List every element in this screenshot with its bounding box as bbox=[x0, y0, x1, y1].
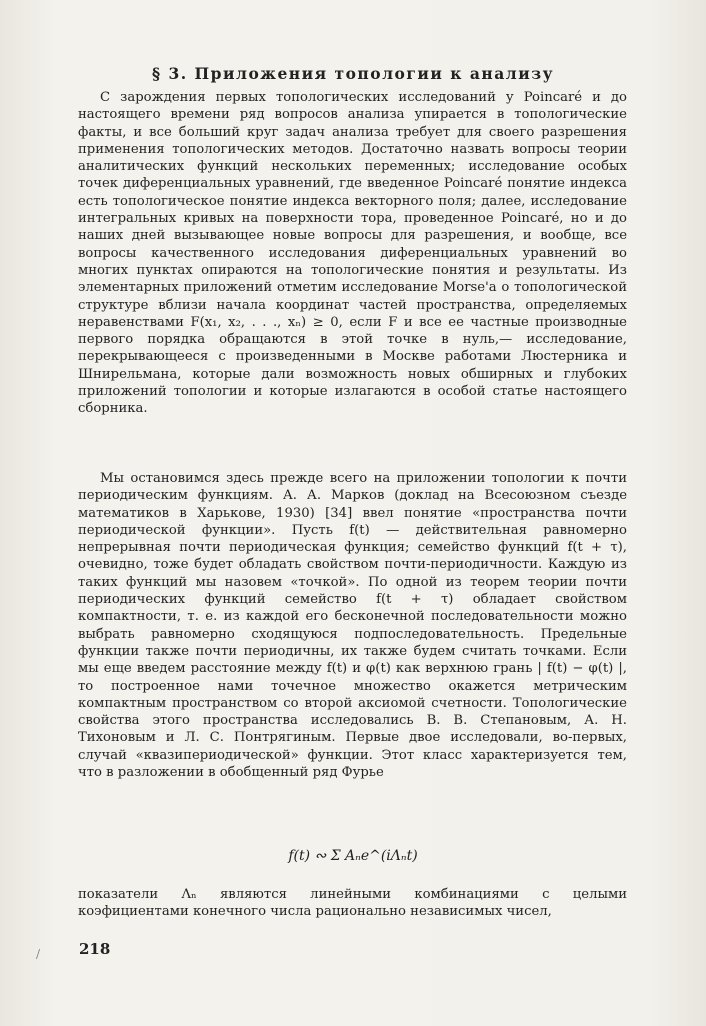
paragraph-2-text: Мы остановимся здесь прежде всего на приложении топологии к почти периодическим функциям. А. А. Марков (доклад на Всесоюзном съезде математиков в Харькове, 1930) [34] ввел понятие «пространства почти периодической функции». Пусть f(t) — действительная равномерно непрерывная почти периодическая функция; семейство функций f(t + τ), очевидно, тоже будет обладать свойством почти-периодичности. Каждую из таких функций мы назовем «точкой». По одной из теорем теории почти периодических функций семейство f(t + τ) обладает свойством компактности, т. е. из каждой его бесконечной последовательности можно выбрать равномерно сходящуюся подпоследовательность. Предельные функции также почти периодичны, их также будем считать точками. Если мы еще введем расстояние между f(t) и φ(t) как верхнюю грань | f(t) − φ(t) |, то построенное нами точечное множество окажется метрическим компактным пространством со второй аксиомой счетности. Топологические свойства этого пространства исследовались В. В. Степановым, А. Н. Тихоновым и Л. С. Понтрягиным. Первые двое исследовали, во-первых, случай «квазипериодической» функции. Этот класс характеризуется тем, что в разложении в обобщенный ряд Фурье bbox=[78, 471, 627, 781]
paragraph-continuation bbox=[78, 886, 627, 921]
section-heading: § 3. Приложения топологии к анализу bbox=[151, 64, 555, 83]
page-number: 218 bbox=[79, 940, 111, 958]
margin-mark: / bbox=[36, 947, 41, 961]
fourier-series-formula: f(t) ∾ Σ Aₙe^(iΛₙt) bbox=[288, 848, 418, 864]
paragraph-3-text: показатели Λₙ являются линейными комбинациями с целыми коэфициентами конечного числа рационально независимых чисел, bbox=[78, 887, 627, 920]
paragraph-almost-periodic bbox=[78, 470, 627, 781]
paragraph-1-text: С зарождения первых топологических исследований у Poincaré и до настоящего времени ряд вопросов анализа упирается в топологические факты, и все больший круг задач анализа требует для своего разрешения применения топологических методов. Достаточно назвать вопросы теории аналитических функций нескольких переменных; исследование особых точек диференциальных уравнений, где введенное Poincaré понятие индекса есть топологическое понятие индекса векторного поля; далее, исследование интегральных кривых на поверхности тора, проведенное Poincaré, но и до наших дней вызывающее новые вопросы для разрешения, и вообще, все вопросы качественного исследования диференциальных уравнений во многих пунктах опираются на топологические понятия и результаты. Из элементарных приложений отметим исследование Morse'а о топологической структуре вблизи начала координат частей пространства, определяемых неравенствами F(x₁, x₂, . . ., xₙ) ≥ 0, если F и все ее частные производные первого порядка обращаются в этой точке в нуль,— исследование, перекрывающееся с произведенными в Москве работами Люстерника и Шнирельмана, которые дали возможность новых обширных и глубоких приложений топологии и которые излагаются в особой статье настоящего сборника. bbox=[78, 90, 627, 417]
paragraph-intro bbox=[78, 89, 627, 418]
